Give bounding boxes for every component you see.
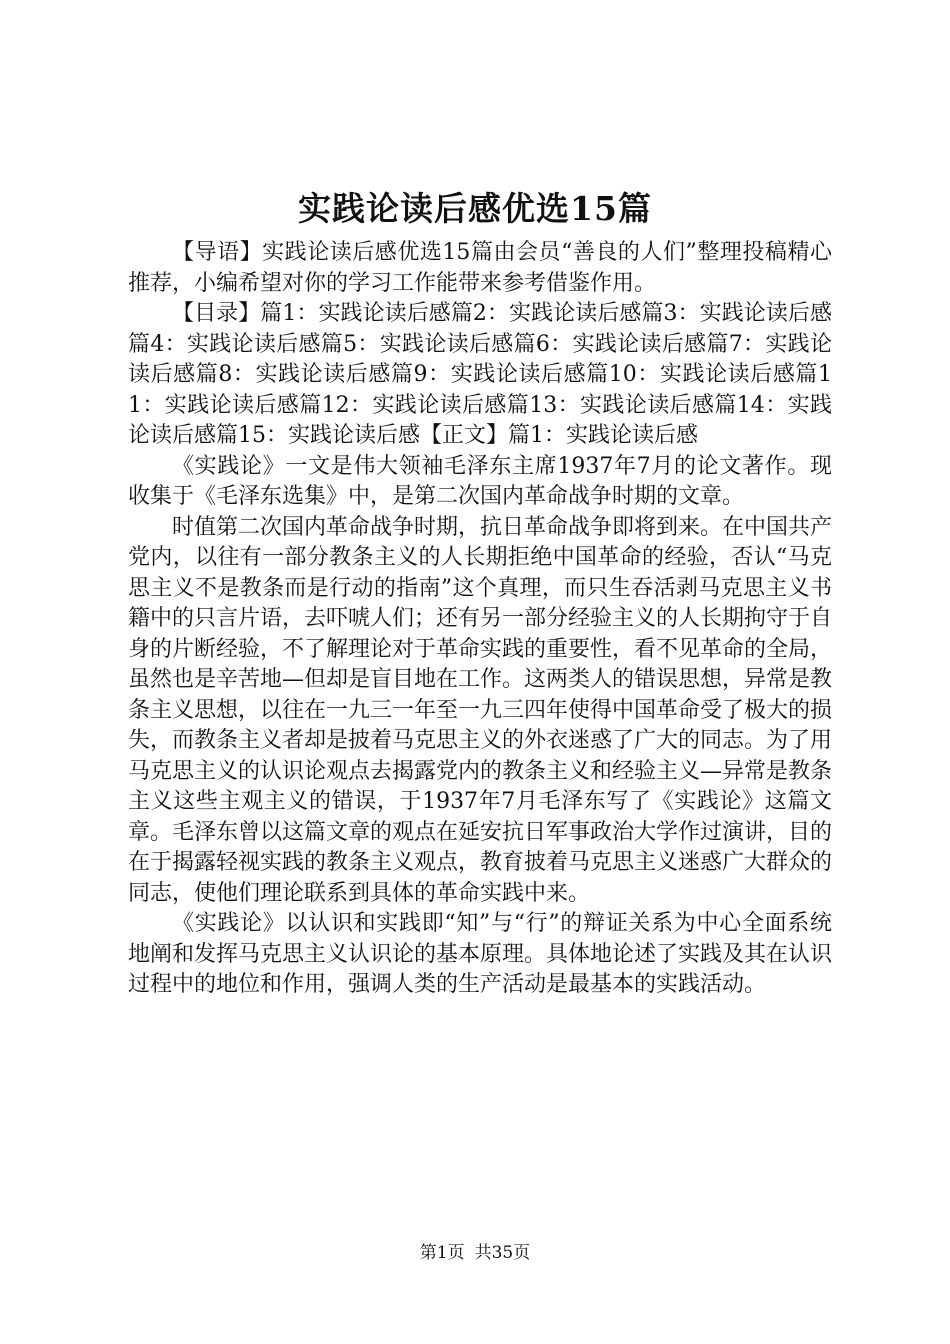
body-paragraph: 《实践论》一文是伟大领袖毛泽东主席1937年7月的论文著作。现收集于《毛泽东选集》中，是第二次国内革命战争时期的文章。	[128, 453, 832, 509]
intro-paragraph: 【导语】实践论读后感优选15篇由会员“善良的人们”整理投稿精心推荐，小编希望对你的学习工作能带来参考借鉴作用。	[128, 240, 832, 296]
body-paragraph: 时值第二次国内革命战争时期，抗日革命战争即将到来。在中国共产党内，以往有一部分教条主义的人长期拒绝中国革命的经验，否认“马克思主义不是教条而是行动的指南”这个真理，而只生吞活剥马克思主义书籍中的只言片语，去吓唬人们；还有另一部分经验主义的人长期拘守于自身的片断经验，不了解理论对于革命实践的重要性，看不见革命的全局，虽然也是辛苦地—但却是盲目地在工作。这两类人的错误思想，异常是教条主义思想，以往在一九三一年至一九三四年使得中国革命受了极大的损失，而教条主义者却是披着马克思主义的外衣迷惑了广大的同志。为了用马克思主义的认识论观点去揭露党内的教条主义和经验主义—异常是教条主义这些主观主义的错误，于1937年7月毛泽东写了《实践论》这篇文章。毛泽东曾以这篇文章的观点在延安抗日军事政治大学作过演讲，目的在于揭露轻视实践的教条主义观点，教育披着马克思主义迷惑广大群众的同志，使他们理论联系到具体的革命实践中来。	[128, 514, 833, 906]
document-title: 实践论读后感优选15篇	[298, 189, 652, 228]
body-paragraph: 《实践论》以认识和实践即“知”与“行”的辩证关系为中心全面系统地阐和发挥马克思主义认识论的基本原理。具体地论述了实践及其在认识过程中的地位和作用，强调人类的生产活动是最基本的实践活动。	[128, 911, 833, 997]
page-total: 共35页	[474, 1243, 531, 1263]
table-of-contents-paragraph: 【目录】篇1：实践论读后感篇2：实践论读后感篇3：实践论读后感篇4：实践论读后感篇5：实践论读后感篇6：实践论读后感篇7：实践论读后感篇8：实践论读后感篇9：实践论读后感篇10：实践论读后感篇11：实践论读后感篇12：实践论读后感篇13：实践论读后感篇14：实践论读后感篇15：实践论读后感【正文】篇1：实践论读后感	[128, 301, 832, 448]
page-number: 第1页	[419, 1243, 465, 1263]
page-footer	[0, 1241, 950, 1265]
document-body	[128, 238, 832, 1001]
